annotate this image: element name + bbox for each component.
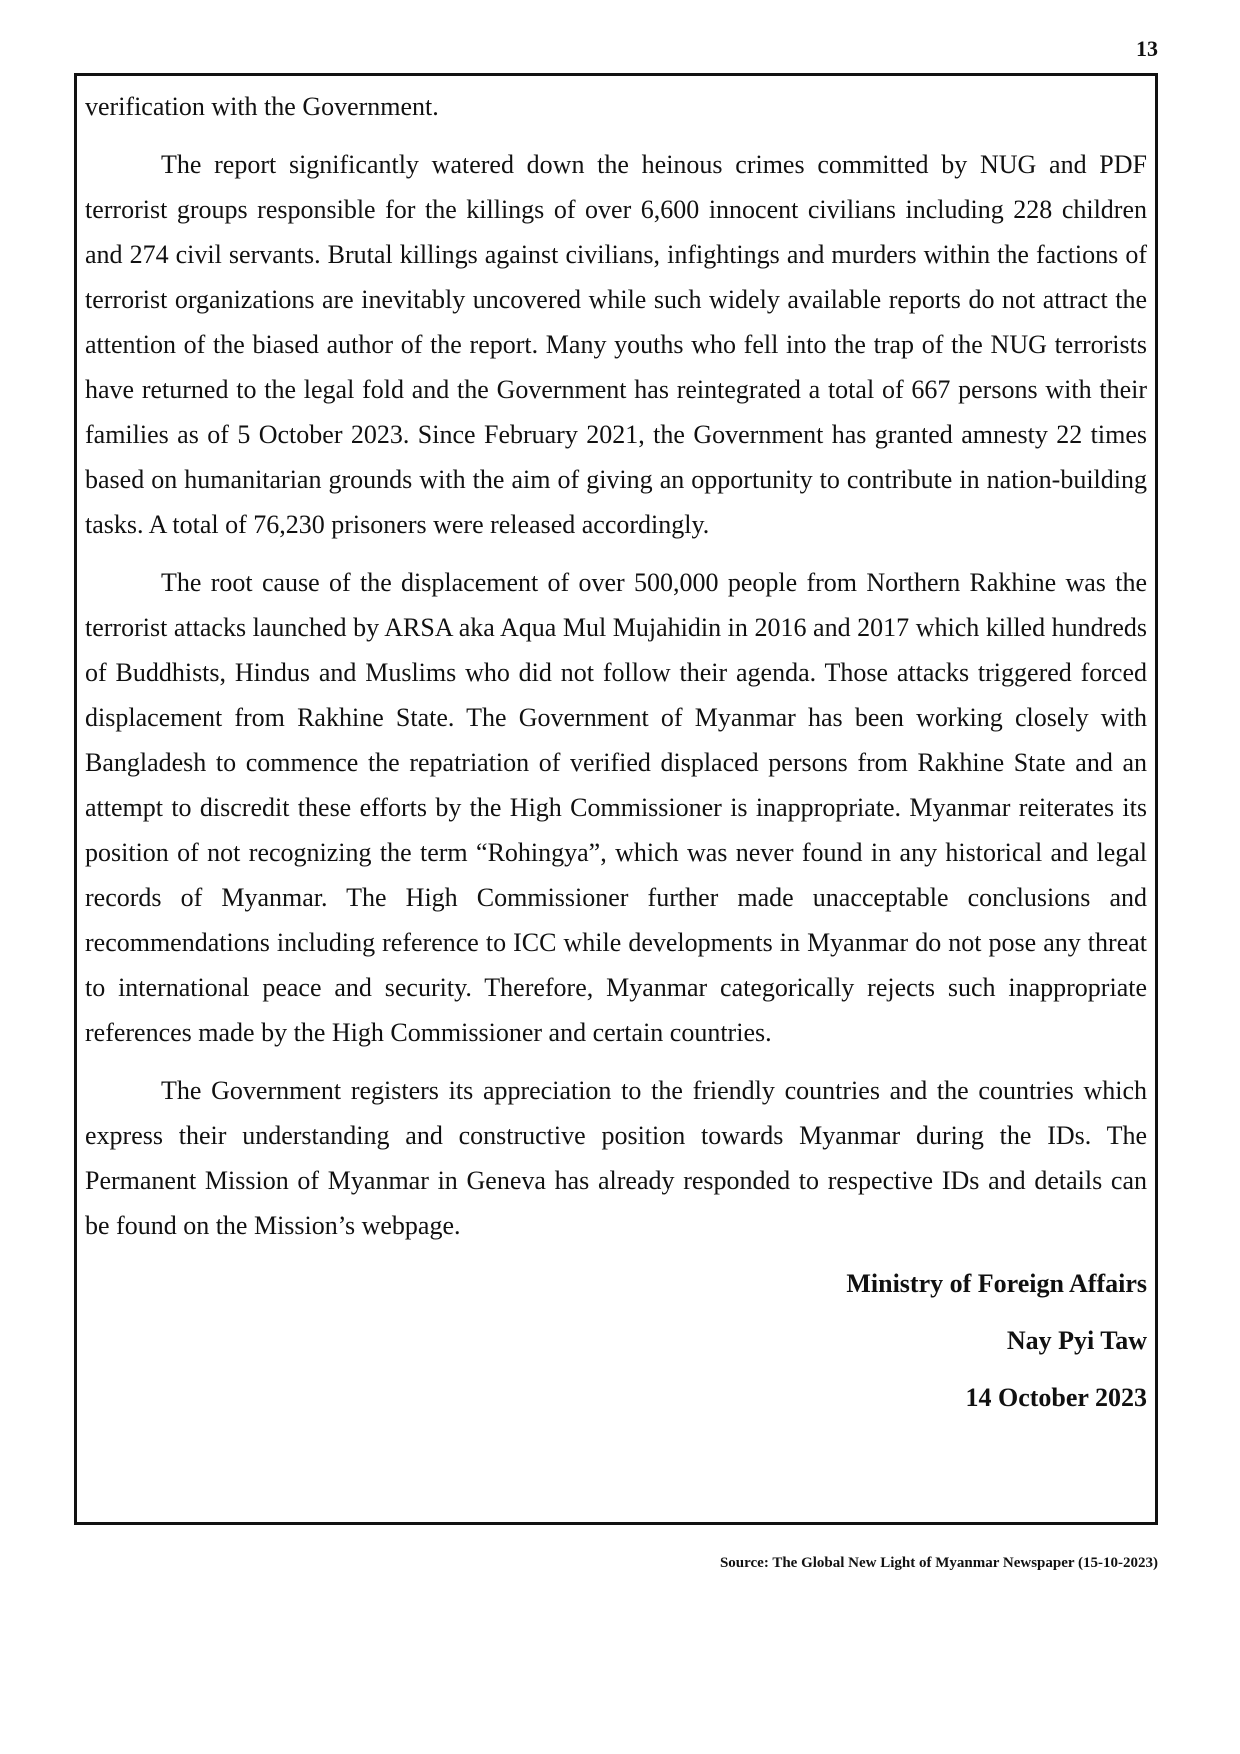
paragraph-continuation: verification with the Government.	[85, 92, 439, 121]
paragraph-appreciation: The Government registers its appreciation to the friendly countries and the countries which express their understanding and constructive position towards Myanmar during the IDs. The Permanent Mission of Myanmar in Geneva has already responded to respective IDs and details can be found on the Mission’s webpage.	[85, 1076, 1147, 1240]
signature-block	[85, 1261, 1147, 1420]
page-number: 13	[1136, 36, 1158, 61]
signature-date: 14 October 2023	[965, 1383, 1147, 1412]
statement-frame	[74, 73, 1158, 1525]
signature-organization: Ministry of Foreign Affairs	[846, 1269, 1147, 1298]
paragraph-report-crimes: The report significantly watered down the heinous crimes committed by NUG and PDF terrorist groups responsible for the killings of over 6,600 innocent civilians including 228 children and 274 civil servants. Brutal killings against civilians, infightings and murders within the factions of terrorist organizations are inevitably uncovered while such widely available reports do not attract the attention of the biased author of the report. Many youths who fell into the trap of the NUG terrorists have returned to the legal fold and the Government has reintegrated a total of 667 persons with their families as of 5 October 2023. Since February 2021, the Government has granted amnesty 22 times based on humanitarian grounds with the aim of giving an opportunity to contribute in nation-building tasks. A total of 76,230 prisoners were released accordingly.	[85, 150, 1147, 539]
paragraph-rakhine-displacement: The root cause of the displacement of over 500,000 people from Northern Rakhine was the terrorist attacks launched by ARSA aka Aqua Mul Mujahidin in 2016 and 2017 which killed hundreds of Buddhists, Hindus and Muslims who did not follow their agenda. Those attacks triggered forced displacement from Rakhine State. The Government of Myanmar has been working closely with Bangladesh to commence the repatriation of verified displaced persons from Rakhine State and an attempt to discredit these efforts by the High Commissioner is inappropriate. Myanmar reiterates its position of not recognizing the term “Rohingya”, which was never found in any historical and legal records of Myanmar. The High Commissioner further made unacceptable conclusions and recommendations including reference to ICC while developments in Myanmar do not pose any threat to international peace and security. Therefore, Myanmar categorically rejects such inappropriate references made by the High Commissioner and certain countries.	[85, 568, 1147, 1047]
signature-location: Nay Pyi Taw	[1006, 1326, 1147, 1355]
source-citation: Source: The Global New Light of Myanmar Newspaper (15-10-2023)	[719, 1555, 1158, 1571]
